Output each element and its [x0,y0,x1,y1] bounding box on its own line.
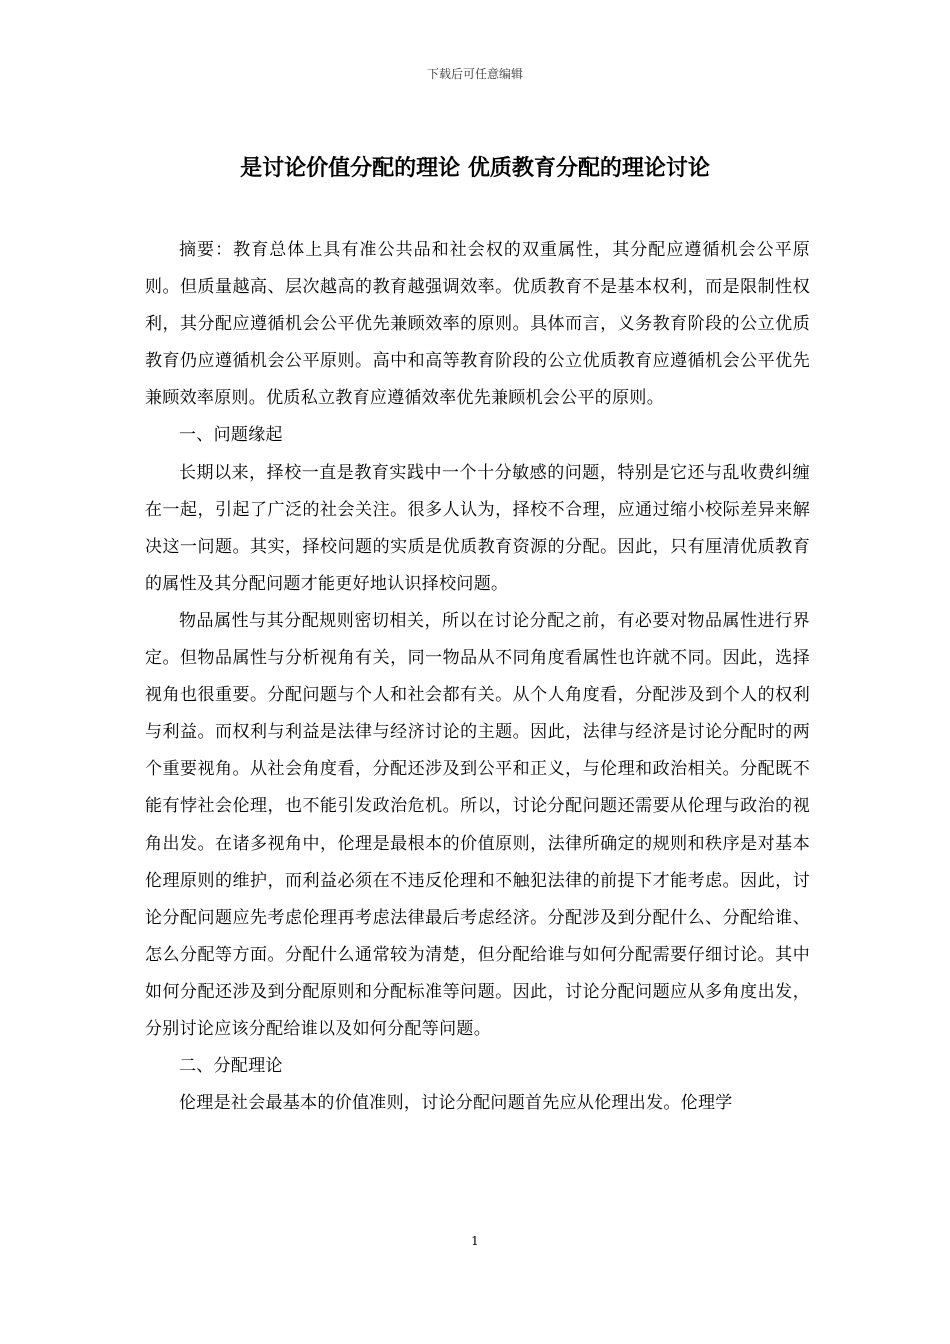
section2-paragraph-1: 伦理是社会最基本的价值准则，讨论分配问题首先应从伦理出发。伦理学 [179,1093,733,1114]
header-note: 下载后可任意编辑 [426,67,523,81]
document-body [145,232,810,1202]
page-number: 1 [471,1234,479,1248]
section-heading-2: 二、分配理论 [179,1056,283,1077]
section-heading-1: 一、问题缘起 [179,425,283,446]
section1-paragraph-1: 长期以来，择校一直是教育实践中一个十分敏感的问题，特别是它还与乱收费纠缠在一起，引起了广泛的社会关注。很多人认为，择校不合理，应通过缩小校际差异来解决这一问题。其实，择校问题的实质是优质教育资源的分配。因此，只有厘清优质教育的属性及其分配问题才能更好地认识择校问题。 [145,462,810,594]
section1-paragraph-2: 物品属性与其分配规则密切相关，所以在讨论分配之前，有必要对物品属性进行界定。但物品属性与分析视角有关，同一物品从不同角度看属性也许就不同。因此，选择视角也很重要。分配问题与个人和社会都有关。从个人角度看，分配涉及到个人的权利与利益。而权利与利益是法律与经济讨论的主题。因此，法律与经济是讨论分配时的两个重要视角。从社会角度看，分配还涉及到公平和正义，与伦理和政治相关。分配既不能有悖社会伦理，也不能引发政治危机。所以，讨论分配问题还需要从伦理与政治的视角出发。在诸多视角中，伦理是最根本的价值原则，法律所确定的规则和秩序是对基本伦理原则的维护，而利益必须在不违反伦理和不触犯法律的前提下才能考虑。因此，讨论分配问题应先考虑伦理再考虑法律最后考虑经济。分配涉及到分配什么、分配给谁、怎么分配等方面。分配什么通常较为清楚，但分配给谁与如何分配需要仔细讨论。其中如何分配还涉及到分配原则和分配标准等问题。因此，讨论分配问题应从多角度出发，分别讨论应该分配给谁以及如何分配等问题。 [145,610,810,1039]
abstract-paragraph: 摘要：教育总体上具有准公共品和社会权的双重属性，其分配应遵循机会公平原则。但质量越高、层次越高的教育越强调效率。优质教育不是基本权利，而是限制性权利，其分配应遵循机会公平优先兼顾效率的原则。具体而言，义务教育阶段的公立优质教育仍应遵循机会公平原则。高中和高等教育阶段的公立优质教育应遵循机会公平优先兼顾效率原则。优质私立教育应遵循效率优先兼顾机会公平的原则。 [145,240,810,409]
document-title: 是讨论价值分配的理论 优质教育分配的理论讨论 [240,156,710,181]
